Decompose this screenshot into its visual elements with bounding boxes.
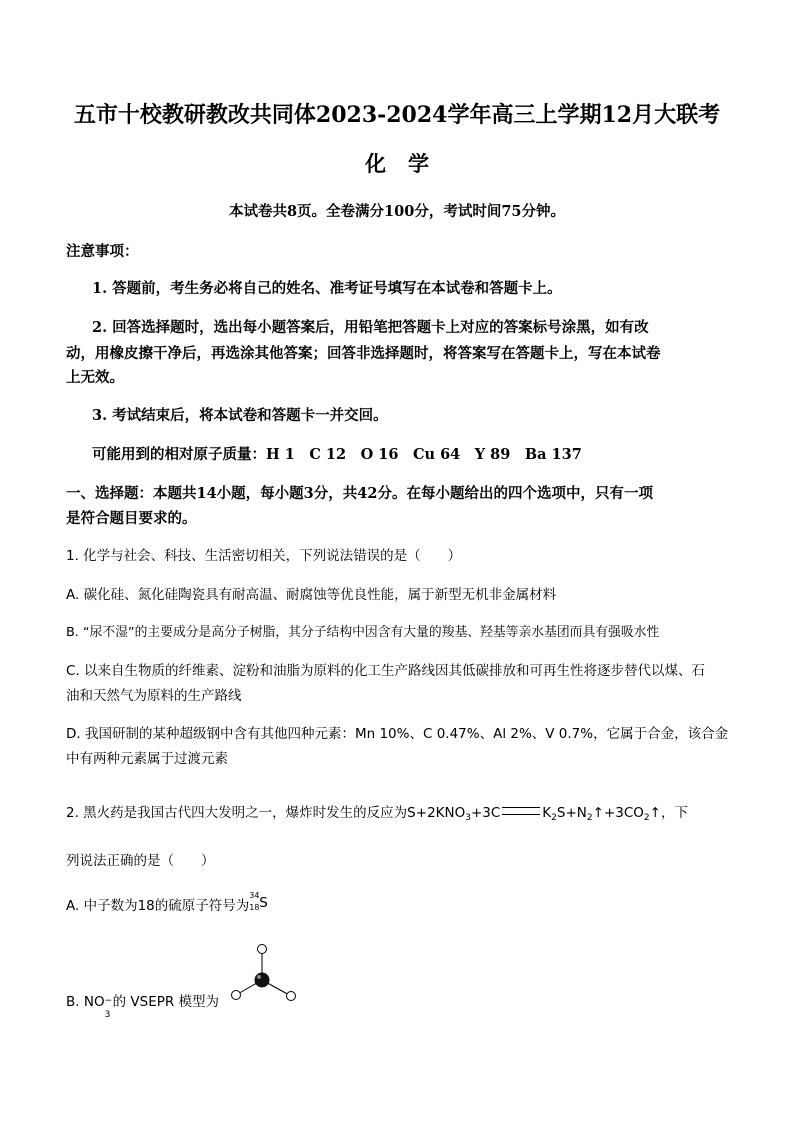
q2-option-b-text: 的 VSEPR 模型为: [112, 994, 220, 1010]
eq-k2s-sub: 2: [551, 813, 557, 823]
q1-option-c-line2: 油和天然气为原料的生产路线: [66, 688, 242, 704]
q1-stem: 1. 化学与社会、科技、生活密切相关，下列说法错误的是（ ）: [66, 548, 462, 564]
q1-option-b: B. “尿不湿”的主要成分是高分子树脂，其分子结构中因含有大量的羧基、羟基等亲水基团而具有强吸水性: [66, 625, 660, 640]
isotope-symbol: [249, 891, 268, 913]
q2-stem-line1: [66, 801, 688, 823]
q1-option-a: A. 碳化硅、氮化硅陶瓷具有耐高温、耐腐蚀等优良性能，属于新型无机非金属材料: [66, 587, 557, 603]
eq-plus: +: [415, 805, 428, 821]
nitrate-ion: NO: [83, 994, 105, 1010]
q2-option-a: [66, 891, 268, 914]
eq-plus: +: [565, 805, 577, 821]
notice-item-3: 3. 考试结束后，将本试卷和答题卡一并交回。: [92, 407, 388, 424]
oxygen-atom-icon: [232, 991, 241, 1000]
eq-plus: +: [603, 805, 616, 821]
q2-stem-suffix: ，下: [660, 805, 688, 821]
ion-sub: 3: [104, 1010, 111, 1020]
q1-option-d-line2: 中有两种元素属于过渡元素: [66, 751, 228, 767]
eq-co2-sub: 2: [643, 813, 650, 823]
q1-option-d-line1: D. 我国研制的某种超级钢中含有其他四种元素：Mn 10%、C 0.47%、Al 2%、V 0.7%，它属于合金，该合金: [66, 726, 729, 742]
isotope-mass: 34: [249, 891, 260, 900]
eq-kno3-sub: 3: [465, 813, 471, 823]
subject-title: 化学: [365, 151, 451, 176]
equals-sign-icon: [502, 807, 540, 815]
notice-item-1: 1. 答题前，考生务必将自己的姓名、准考证号填写在本试卷和答题卡上。: [92, 280, 562, 297]
q2-stem-line2: 列说法正确的是（ ）: [66, 853, 215, 869]
eq-k2s: K: [542, 805, 552, 821]
eq-plus: +: [470, 805, 483, 821]
oxygen-atom-icon: [258, 945, 267, 954]
q2-stem-prefix: 2. 黑火药是我国古代四大发明之一，爆炸时发生的反应为: [66, 805, 408, 821]
eq-n2-sub: 2: [586, 813, 593, 823]
vsepr-model-diagram: [226, 940, 302, 1008]
section1-heading-line1: 一、选择题：本题共14小题，每小题3分，共42分。在每小题给出的四个选项中，只有一项: [66, 485, 653, 502]
nitrogen-atom-icon: [255, 973, 270, 988]
eq-kno3: 2KNO: [427, 805, 466, 821]
q2-option-b-label: B.: [66, 994, 84, 1010]
ion-charge: −: [104, 996, 113, 1006]
notice-item-2-line2: 动，用橡皮擦干净后，再选涂其他答案；回答非选择题时，将答案写在答题卡上，写在本试卷: [66, 345, 661, 362]
gas-arrow-icon: ↑: [592, 805, 604, 821]
notice-item-2-line1: 2. 回答选择题时，选出每小题答案后，用铅笔把答题卡上对应的答案标号涂黑，如有改: [92, 319, 649, 336]
exam-info: 本试卷共8页。全卷满分100分，考试时间75分钟。: [228, 203, 566, 220]
q1-option-c-line1: C. 以来自生物质的纤维素、淀粉和油脂为原料的化工生产路线因其低碳排放和可再生性将逐步替代以煤、石: [66, 663, 706, 679]
q2-option-a-text: A. 中子数为18的硫原子符号为: [66, 898, 250, 914]
notice-heading: 注意事项：: [66, 243, 139, 260]
section1-heading-line2: 是符合题目要求的。: [66, 510, 197, 527]
q2-option-b: [66, 990, 220, 1020]
atom-highlight: [257, 975, 261, 979]
isotope-element: S: [259, 895, 268, 911]
notice-item-2-line3: 上无效。: [66, 369, 124, 386]
oxygen-atom-icon: [287, 992, 296, 1001]
eq-c: 3C: [482, 805, 501, 821]
gas-arrow-icon: ↑: [649, 805, 661, 821]
isotope-z: 18: [249, 903, 260, 912]
eq-k2s-s: S: [556, 805, 566, 821]
eq-s: S: [407, 805, 416, 821]
eq-n2: N: [576, 805, 587, 821]
reaction-equation: [407, 805, 661, 821]
atomic-masses: 可能用到的相对原子质量：H 1 C 12 O 16 Cu 64 Y 89 Ba 137: [92, 446, 582, 463]
eq-co2: 3CO: [615, 805, 644, 821]
exam-title: 五市十校教研教改共同体2023-2024学年高三上学期12月大联考: [73, 102, 721, 128]
